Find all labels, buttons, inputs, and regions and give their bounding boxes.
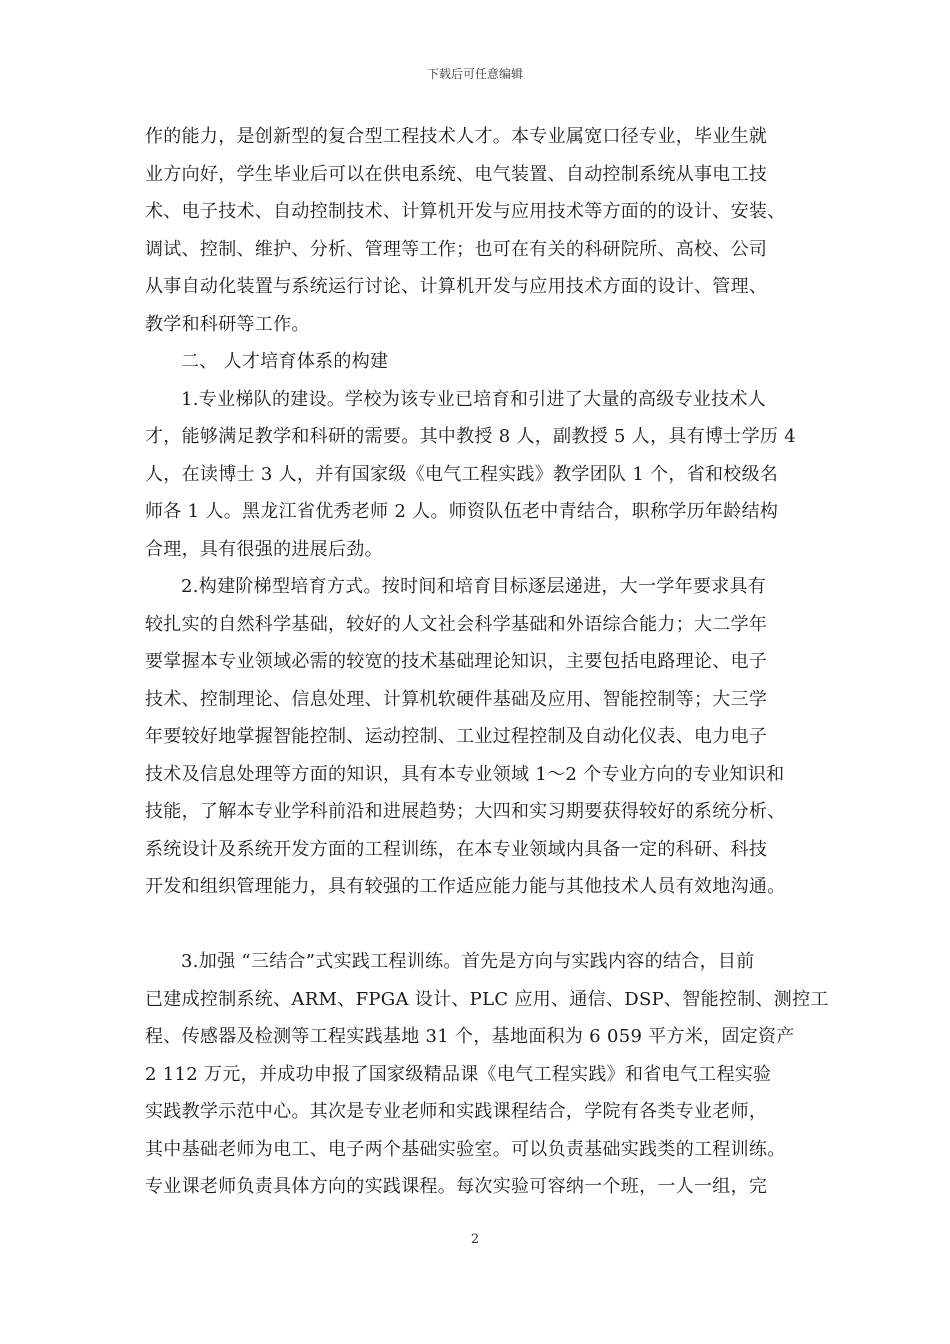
body-line: 专业课老师负责具体方向的实践课程。每次实验可容纳一个班，一人一组，完 xyxy=(145,1176,768,1197)
body-line: 2 112 万元，并成功申报了国家级精品课《电气工程实践》和省电气工程实验 xyxy=(145,1063,772,1085)
section-heading: 二、 人才培育体系的构建 xyxy=(181,351,389,372)
body-line: 调试、控制、维护、分析、管理等工作；也可在有关的科研院所、高校、公司 xyxy=(145,238,768,260)
body-line: 业方向好，学生毕业后可以在供电系统、电气装置、自动控制系统从事电工技 xyxy=(145,163,768,185)
body-line: 师各 1 人。黑龙江省优秀老师 2 人。师资队伍老中青结合，职称学历年龄结构 xyxy=(145,501,779,522)
body-line: 从事自动化装置与系统运行讨论、计算机开发与应用技术方面的设计、管理、 xyxy=(145,276,768,297)
paragraph-start: 3.加强 “三结合”式实践工程训练。首先是方向与实践内容的结合，目前 xyxy=(181,951,755,972)
document-body xyxy=(145,123,829,1211)
body-line: 实践教学示范中心。其次是专业老师和实践课程结合，学院有各类专业老师， xyxy=(145,1101,768,1122)
body-line: 教学和科研等工作。 xyxy=(145,313,310,335)
page-number: 2 xyxy=(470,1232,480,1247)
body-line: 程、传感器及检测等工程实践基地 31 个，基地面积为 6 059 平方米，固定资产 xyxy=(145,1026,795,1047)
body-line: 较扎实的自然科学基础，较好的人文社会科学基础和外语综合能力；大二学年 xyxy=(145,613,768,635)
body-line: 术、电子技术、自动控制技术、计算机开发与应用技术等方面的的设计、安装、 xyxy=(145,201,786,222)
body-line: 要掌握本专业领域必需的较宽的技术基础理论知识，主要包括电路理论、电子 xyxy=(145,651,768,672)
body-line: 才，能够满足教学和科研的需要。其中教授 8 人，副教授 5 人，具有博士学历 4 xyxy=(145,426,796,447)
body-line: 开发和组织管理能力，具有较强的工作适应能力能与其他技术人员有效地沟通。 xyxy=(145,876,786,897)
paragraph-start: 2.构建阶梯型培育方式。按时间和培育目标逐层递进，大一学年要求具有 xyxy=(181,576,767,597)
body-line: 人，在读博士 3 人，并有国家级《电气工程实践》教学团队 1 个，省和校级名 xyxy=(145,463,779,485)
body-line: 技能，了解本专业学科前沿和进展趋势；大四和实习期要获得较好的系统分析、 xyxy=(145,801,786,822)
body-line: 年要较好地掌握智能控制、运动控制、工业过程控制及自动化仪表、电力电子 xyxy=(145,726,768,747)
body-line: 系统设计及系统开发方面的工程训练，在本专业领域内具备一定的科研、科技 xyxy=(145,838,768,860)
paragraph-start: 1.专业梯队的建设。学校为该专业已培育和引进了大量的高级专业技术人 xyxy=(181,388,767,410)
body-line: 技术及信息处理等方面的知识，具有本专业领域 1～2 个专业方向的专业知识和 xyxy=(145,763,785,785)
body-line: 已建成控制系统、ARM、FPGA 设计、PLC 应用、通信、DSP、智能控制、测控工 xyxy=(145,988,829,1010)
body-line: 技术、控制理论、信息处理、计算机软硬件基础及应用、智能控制等；大三学 xyxy=(145,688,768,710)
body-line: 作的能力，是创新型的复合型工程技术人才。本专业属宽口径专业，毕业生就 xyxy=(145,126,768,147)
body-line: 合理，具有很强的进展后劲。 xyxy=(145,538,383,560)
body-line: 其中基础老师为电工、电子两个基础实验室。可以负责基础实践类的工程训练。 xyxy=(145,1138,786,1160)
paragraph-gap xyxy=(145,911,810,949)
page-header: 下载后可任意编辑 xyxy=(426,67,523,81)
